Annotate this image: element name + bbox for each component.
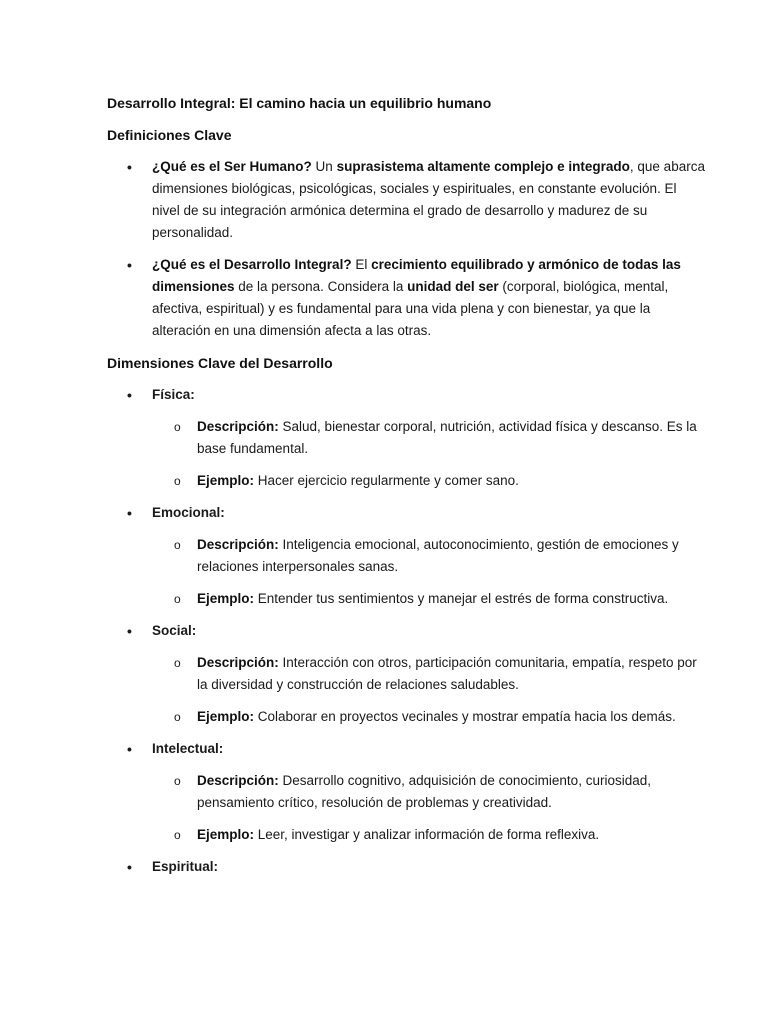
sub-bullet-icon: o: [174, 774, 181, 788]
question-text: ¿Qué es el Desarrollo Integral?: [152, 257, 352, 272]
sub-bullet-icon: o: [174, 592, 181, 606]
question-text: ¿Qué es el Ser Humano?: [152, 159, 312, 174]
bullet-icon: •: [127, 159, 132, 175]
bullet-icon: •: [127, 741, 132, 757]
dimension-details: [152, 770, 708, 846]
example-text: Hacer ejercicio regularmente y comer sano.: [254, 473, 519, 488]
dimension-details: [152, 416, 708, 492]
emphasis-text: unidad del ser: [407, 279, 499, 294]
list-item: [107, 254, 708, 342]
dimension-item-fisica: [107, 384, 708, 492]
body-text: (corporal, biológica, mental, afectiva, espiritual) y es fundamental para una vida plena y con bienestar, ya que la alteración en una dimensión afecta a las otras.: [152, 279, 669, 338]
description-text: Desarrollo cognitivo, adquisición de conocimiento, curiosidad, pensamiento crítico, resolución de problemas y creatividad.: [197, 773, 651, 810]
example-label: Ejemplo:: [197, 591, 255, 606]
section-heading-dimensions: Dimensiones Clave del Desarrollo: [107, 355, 333, 371]
dimension-details: [152, 534, 708, 610]
example-label: Ejemplo:: [197, 709, 255, 724]
description-text: Interacción con otros, participación comunitaria, empatía, respeto por la diversidad y construcción de relaciones saludables.: [197, 655, 697, 692]
bullet-icon: •: [127, 257, 132, 273]
list-item: [152, 588, 708, 610]
list-item: [152, 824, 708, 846]
body-text: El: [351, 257, 372, 272]
list-item: [152, 770, 708, 814]
description-label: Descripción:: [197, 419, 279, 434]
body-text: , que abarca dimensiones biológicas, psicológicas, sociales y espirituales, en constante evolución. El nivel de su integración armónica determina el grado de desarrollo y madurez de su personalidad.: [152, 159, 705, 240]
definitions-list: [107, 156, 708, 342]
example-text: Colaborar en proyectos vecinales y mostrar empatía hacia los demás.: [254, 709, 676, 724]
dimension-name: Intelectual:: [152, 741, 224, 756]
section-heading-definitions: Definiciones Clave: [107, 127, 232, 143]
example-label: Ejemplo:: [197, 827, 255, 842]
dimension-item-espiritual: [107, 856, 708, 878]
sub-bullet-icon: o: [174, 538, 181, 552]
list-item: [152, 652, 708, 696]
dimension-item-intelectual: [107, 738, 708, 846]
list-item: [152, 534, 708, 578]
example-text: Entender tus sentimientos y manejar el estrés de forma constructiva.: [254, 591, 669, 606]
list-item: [152, 470, 708, 492]
description-label: Descripción:: [197, 655, 279, 670]
bullet-icon: •: [127, 505, 132, 521]
dimension-details: [152, 652, 708, 728]
dimension-name: Física:: [152, 387, 195, 402]
bullet-icon: •: [127, 859, 132, 875]
dimension-name: Social:: [152, 623, 197, 638]
list-item: [152, 416, 708, 460]
example-text: Leer, investigar y analizar información de forma reflexiva.: [254, 827, 600, 842]
bullet-icon: •: [127, 623, 132, 639]
list-item: [152, 706, 708, 728]
bullet-icon: •: [127, 387, 132, 403]
dimension-item-social: [107, 620, 708, 728]
sub-bullet-icon: o: [174, 710, 181, 724]
emphasis-text: crecimiento equilibrado y armónico de todas las dimensiones: [152, 257, 681, 294]
description-label: Descripción:: [197, 773, 279, 788]
sub-bullet-icon: o: [174, 656, 181, 670]
body-text: Un: [311, 159, 337, 174]
body-text: de la persona. Considera la: [234, 279, 408, 294]
dimensions-list: [107, 384, 708, 878]
dimension-name: Emocional:: [152, 505, 225, 520]
sub-bullet-icon: o: [174, 420, 181, 434]
document-title: Desarrollo Integral: El camino hacia un equilibrio humano: [107, 95, 492, 111]
description-text: Inteligencia emocional, autoconocimiento, gestión de emociones y relaciones interpersonales sanas.: [197, 537, 679, 574]
emphasis-text: suprasistema altamente complejo e integrado: [336, 159, 630, 174]
description-label: Descripción:: [197, 537, 279, 552]
list-item: [107, 156, 708, 244]
description-text: Salud, bienestar corporal, nutrición, actividad física y descanso. Es la base fundamental.: [197, 419, 697, 456]
example-label: Ejemplo:: [197, 473, 255, 488]
dimension-name: Espiritual:: [152, 859, 219, 874]
dimension-item-emocional: [107, 502, 708, 610]
sub-bullet-icon: o: [174, 828, 181, 842]
sub-bullet-icon: o: [174, 474, 181, 488]
